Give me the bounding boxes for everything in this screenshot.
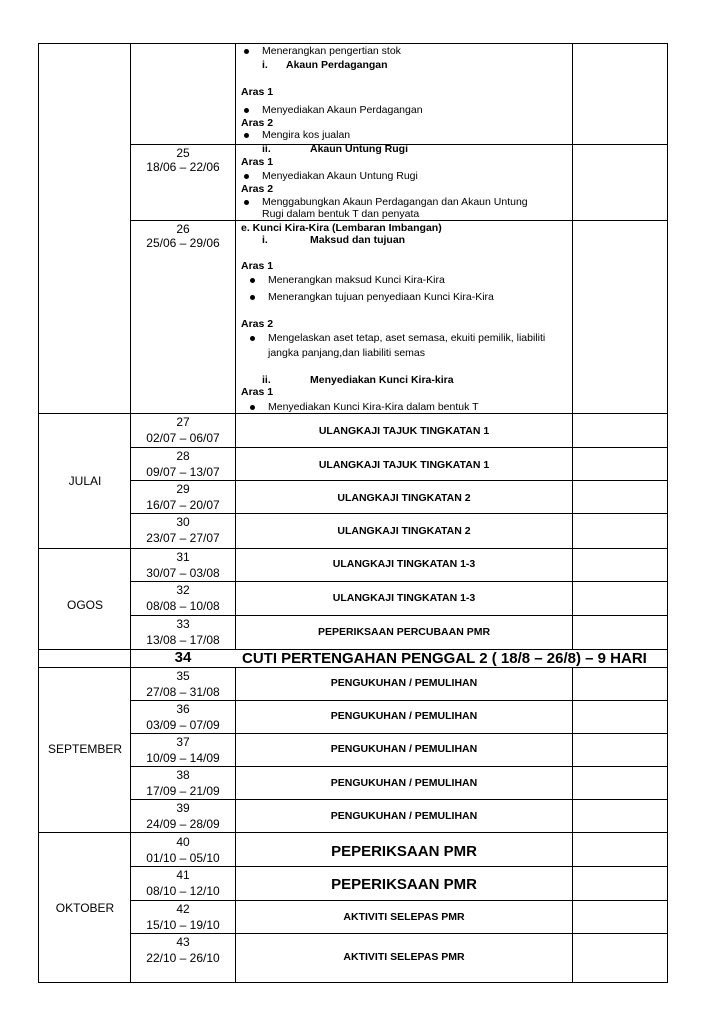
week-number: 32 bbox=[176, 583, 190, 597]
week-cell bbox=[131, 146, 235, 174]
topic-bullet: Mengelaskan aset tetap, aset semasa, ekuiti pemilik, liabiliti bbox=[268, 332, 546, 344]
week-number: 42 bbox=[176, 902, 190, 916]
bullet-icon bbox=[250, 336, 255, 341]
level-label: Aras 1 bbox=[241, 260, 274, 272]
month-label-oktober: OKTOBER bbox=[55, 901, 115, 915]
topic-bullet: Menyediakan Kunci Kira-Kira dalam bentuk T bbox=[268, 401, 479, 413]
table-border-bottom bbox=[38, 982, 668, 983]
subtopic-number: ii. bbox=[262, 374, 271, 386]
week-cell bbox=[131, 669, 235, 699]
week-dates: 30/07 – 03/08 bbox=[146, 566, 220, 580]
row-line bbox=[130, 220, 668, 221]
week-number: 33 bbox=[176, 617, 190, 631]
topic-bullet-cont: jangka panjang,dan liabiliti semas bbox=[268, 347, 426, 359]
topic-bullet: Menyediakan Akaun Untung Rugi bbox=[262, 170, 418, 182]
activity-text: PENGUKUHAN / PEMULIHAN bbox=[330, 677, 478, 689]
bullet-icon bbox=[244, 49, 249, 54]
holiday-banner: CUTI PERTENGAHAN PENGGAL 2 ( 18/8 – 26/8) – 9 HARI bbox=[242, 650, 647, 667]
month-label-julai: JULAI bbox=[68, 474, 102, 488]
week-dates: 23/07 – 27/07 bbox=[146, 531, 220, 545]
topic-bullet: Menerangkan tujuan penyediaan Kunci Kira-Kira bbox=[268, 291, 494, 303]
week-cell bbox=[131, 868, 235, 898]
bullet-icon bbox=[250, 405, 255, 410]
topic-bullet: Menyediakan Akaun Perdagangan bbox=[262, 104, 423, 116]
level-label: Aras 1 bbox=[241, 386, 274, 398]
level-label: Aras 1 bbox=[241, 86, 274, 98]
week-cell bbox=[131, 935, 235, 965]
bullet-icon bbox=[244, 133, 249, 138]
month-separator bbox=[38, 832, 668, 833]
row-line bbox=[130, 766, 668, 767]
table-border-left bbox=[38, 43, 39, 983]
level-label: Aras 1 bbox=[241, 156, 274, 168]
activity-text: AKTIVITI SELEPAS PMR bbox=[343, 911, 465, 923]
subtopic-number: ii. bbox=[262, 143, 271, 155]
activity-text: ULANGKAJI TINGKATAN 1-3 bbox=[332, 592, 476, 604]
week-cell bbox=[131, 617, 235, 647]
week-dates: 03/09 – 07/09 bbox=[146, 718, 220, 732]
activity-text: ULANGKAJI TINGKATAN 2 bbox=[337, 492, 471, 504]
week-dates: 18/06 – 22/06 bbox=[146, 160, 220, 174]
week-dates: 24/09 – 28/09 bbox=[146, 817, 220, 831]
bullet-icon bbox=[244, 174, 249, 179]
row-line bbox=[130, 866, 668, 867]
row-line bbox=[130, 933, 668, 934]
week-cell bbox=[131, 835, 235, 865]
row-line bbox=[130, 615, 668, 616]
week-number: 38 bbox=[176, 768, 190, 782]
week-number: 31 bbox=[176, 550, 190, 564]
week-number: 40 bbox=[176, 835, 190, 849]
week-dates: 27/08 – 31/08 bbox=[146, 685, 220, 699]
week-dates: 02/07 – 06/07 bbox=[146, 431, 220, 445]
topic-heading: e. Kunci Kira-Kira (Lembaran Imbangan) bbox=[241, 222, 442, 234]
week-cell bbox=[131, 702, 235, 732]
week-number: 30 bbox=[176, 515, 190, 529]
week-number: 27 bbox=[176, 415, 190, 429]
month-separator bbox=[38, 413, 668, 414]
week-number: 36 bbox=[176, 702, 190, 716]
subtopic-heading: Akaun Perdagangan bbox=[286, 59, 388, 71]
week-number: 41 bbox=[176, 868, 190, 882]
week-dates: 25/06 – 29/06 bbox=[146, 236, 220, 250]
week-dates: 17/09 – 21/09 bbox=[146, 784, 220, 798]
week-dates: 08/10 – 12/10 bbox=[146, 884, 220, 898]
week-dates: 10/09 – 14/09 bbox=[146, 751, 220, 765]
week-dates: 09/07 – 13/07 bbox=[146, 465, 220, 479]
week-cell bbox=[131, 801, 235, 831]
week-dates: 16/07 – 20/07 bbox=[146, 498, 220, 512]
week-number: 25 bbox=[176, 146, 190, 160]
week-cell bbox=[131, 735, 235, 765]
bullet-icon bbox=[244, 200, 249, 205]
level-label: Aras 2 bbox=[241, 183, 274, 195]
bullet-icon bbox=[250, 295, 255, 300]
week-dates: 13/08 – 17/08 bbox=[146, 633, 220, 647]
subtopic-heading: Menyediakan Kunci Kira-kira bbox=[310, 374, 454, 386]
row-line bbox=[130, 733, 668, 734]
activity-text-exam: PEPERIKSAAN PMR bbox=[331, 876, 477, 893]
row-line bbox=[130, 799, 668, 800]
subtopic-number: i. bbox=[262, 59, 268, 71]
row-line bbox=[130, 700, 668, 701]
row-line bbox=[130, 900, 668, 901]
week-dates: 08/08 – 10/08 bbox=[146, 599, 220, 613]
bullet-icon bbox=[244, 108, 249, 113]
week-cell bbox=[131, 482, 235, 512]
activity-text: PEPERIKSAAN PERCUBAAN PMR bbox=[317, 626, 491, 638]
topic-bullet: Menggabungkan Akaun Perdagangan dan Akaun Untung bbox=[262, 196, 528, 208]
week-dates: 15/10 – 19/10 bbox=[146, 918, 220, 932]
week-cell bbox=[131, 583, 235, 613]
col-divider-content bbox=[572, 43, 573, 649]
bullet-icon bbox=[250, 278, 255, 283]
subtopic-number: i. bbox=[262, 234, 268, 246]
activity-text-exam: PEPERIKSAAN PMR bbox=[331, 843, 477, 860]
row-line bbox=[130, 581, 668, 582]
week-cell bbox=[131, 415, 235, 445]
topic-bullet: Menerangkan maksud Kunci Kira-Kira bbox=[268, 274, 445, 286]
week-number: 28 bbox=[176, 449, 190, 463]
week-number: 26 bbox=[176, 222, 190, 236]
week-dates: 22/10 – 26/10 bbox=[146, 951, 220, 965]
activity-text: ULANGKAJI TAJUK TINGKATAN 1 bbox=[318, 425, 490, 437]
activity-text: PENGUKUHAN / PEMULIHAN bbox=[330, 710, 478, 722]
month-label-ogos: OGOS bbox=[66, 598, 103, 612]
activity-text: PENGUKUHAN / PEMULIHAN bbox=[330, 777, 478, 789]
activity-text: AKTIVITI SELEPAS PMR bbox=[343, 951, 465, 963]
activity-text: ULANGKAJI TINGKATAN 2 bbox=[337, 525, 471, 537]
week-cell bbox=[131, 902, 235, 932]
month-separator bbox=[38, 548, 668, 549]
week-number: 43 bbox=[176, 935, 190, 949]
week-number: 35 bbox=[176, 669, 190, 683]
week-cell bbox=[131, 222, 235, 250]
level-label: Aras 2 bbox=[241, 117, 274, 129]
week-cell bbox=[131, 449, 235, 479]
week-cell bbox=[131, 768, 235, 798]
topic-bullet-cont: Rugi dalam bentuk T dan penyata bbox=[262, 208, 420, 220]
week-number: 29 bbox=[176, 482, 190, 496]
week-number-holiday: 34 bbox=[174, 649, 192, 666]
week-number: 39 bbox=[176, 801, 190, 815]
level-label: Aras 2 bbox=[241, 318, 274, 330]
col-divider-content bbox=[572, 668, 573, 983]
week-dates: 01/10 – 05/10 bbox=[146, 851, 220, 865]
activity-text: PENGUKUHAN / PEMULIHAN bbox=[330, 743, 478, 755]
week-cell bbox=[131, 550, 235, 580]
subtopic-heading: Akaun Untung Rugi bbox=[310, 143, 408, 155]
table-border-top bbox=[38, 43, 668, 44]
subtopic-heading: Maksud dan tujuan bbox=[310, 234, 406, 246]
month-separator bbox=[38, 667, 668, 668]
activity-text: ULANGKAJI TAJUK TINGKATAN 1 bbox=[318, 459, 490, 471]
month-label-september: SEPTEMBER bbox=[47, 742, 122, 756]
activity-text: ULANGKAJI TINGKATAN 1-3 bbox=[332, 558, 476, 570]
row-line bbox=[130, 480, 668, 481]
row-line bbox=[130, 447, 668, 448]
row-line bbox=[130, 513, 668, 514]
week-cell bbox=[131, 515, 235, 545]
topic-bullet: Menerangkan pengertian stok bbox=[262, 45, 401, 57]
week-number: 37 bbox=[176, 735, 190, 749]
activity-text: PENGUKUHAN / PEMULIHAN bbox=[330, 810, 478, 822]
topic-bullet: Mengira kos jualan bbox=[262, 129, 351, 141]
